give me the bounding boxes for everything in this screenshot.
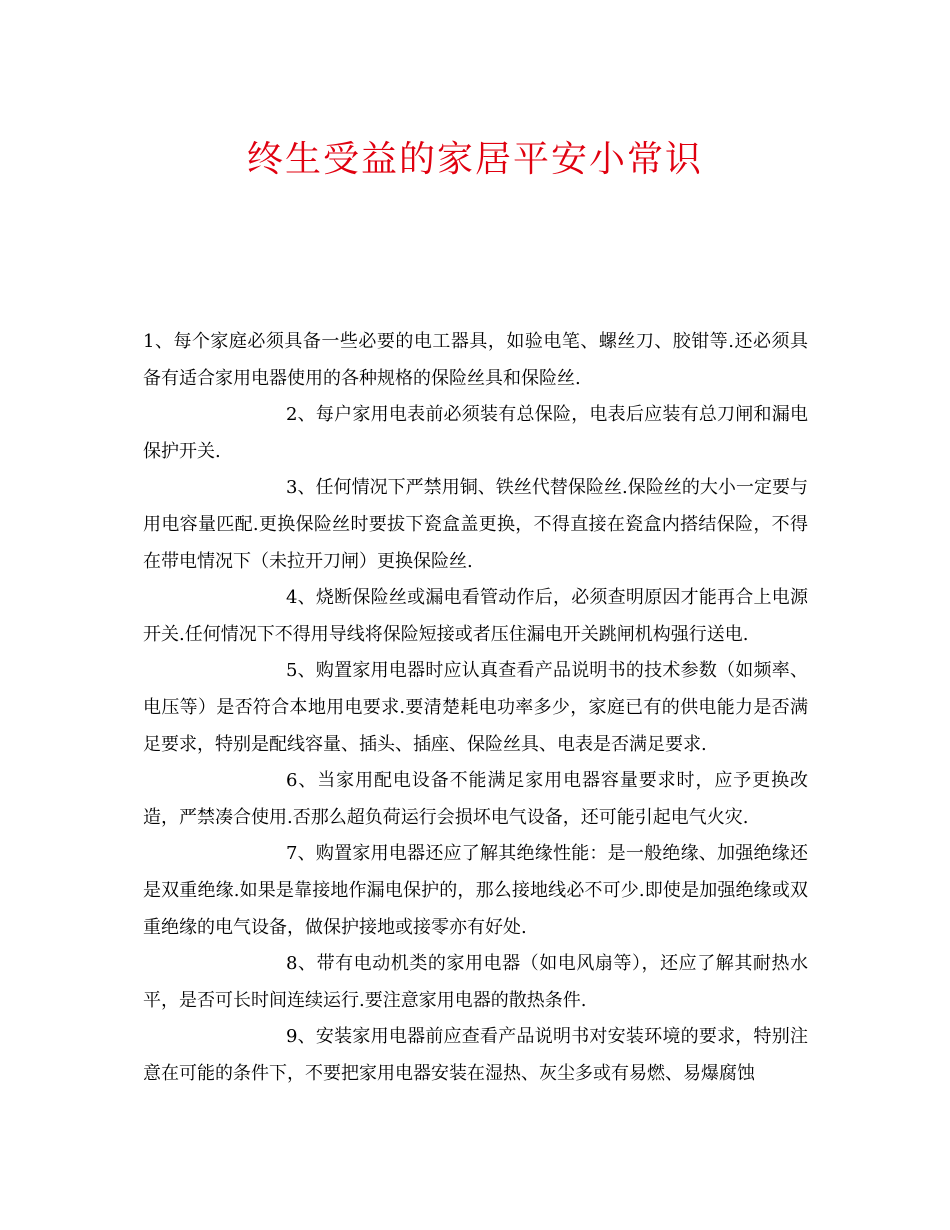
paragraph-8: 8、带有电动机类的家用电器（如电风扇等），还应了解其耐热水平，是否可长时间连续运行.要注意家用电器的散热条件. <box>143 953 808 1011</box>
document-body <box>143 324 808 1092</box>
paragraph-6: 6、当家用配电设备不能满足家用电器容量要求时，应予更换改造，严禁凑合使用.否那么超负荷运行会损坏电气设备，还可能引起电气火灾. <box>143 770 808 828</box>
paragraph-1: 1、每个家庭必须具备一些必要的电工器具，如验电笔、螺丝刀、胶钳等.还必须具备有适合家用电器使用的各种规格的保险丝具和保险丝. <box>143 331 808 389</box>
paragraph-9: 9、安装家用电器前应查看产品说明书对安装环境的要求，特别注意在可能的条件下，不要把家用电器安装在湿热、灰尘多或有易燃、易爆腐蚀 <box>143 1026 808 1084</box>
paragraph-7: 7、购置家用电器还应了解其绝缘性能：是一般绝缘、加强绝缘还是双重绝缘.如果是靠接地作漏电保护的，那么接地线必不可少.即使是加强绝缘或双重绝缘的电气设备，做保护接地或接零亦有好处. <box>143 843 808 938</box>
paragraph-4: 4、烧断保险丝或漏电看管动作后，必须查明原因才能再合上电源开关.任何情况下不得用导线将保险短接或者压住漏电开关跳闸机构强行送电. <box>143 587 808 645</box>
paragraph-3: 3、任何情况下严禁用铜、铁丝代替保险丝.保险丝的大小一定要与用电容量匹配.更换保险丝时要拔下瓷盒盖更换，不得直接在瓷盒内搭结保险，不得在带电情况下（未拉开刀闸）更换保险丝. <box>143 477 808 572</box>
paragraph-2: 2、每户家用电表前必须装有总保险，电表后应装有总刀闸和漏电保护开关. <box>143 404 808 462</box>
document-title: 终生受益的家居平安小常识 <box>246 139 703 180</box>
paragraph-5: 5、购置家用电器时应认真查看产品说明书的技术参数（如频率、电压等）是否符合本地用电要求.要清楚耗电功率多少，家庭已有的供电能力是否满足要求，特别是配线容量、插头、插座、保险丝具、电表是否满足要求. <box>143 660 808 755</box>
